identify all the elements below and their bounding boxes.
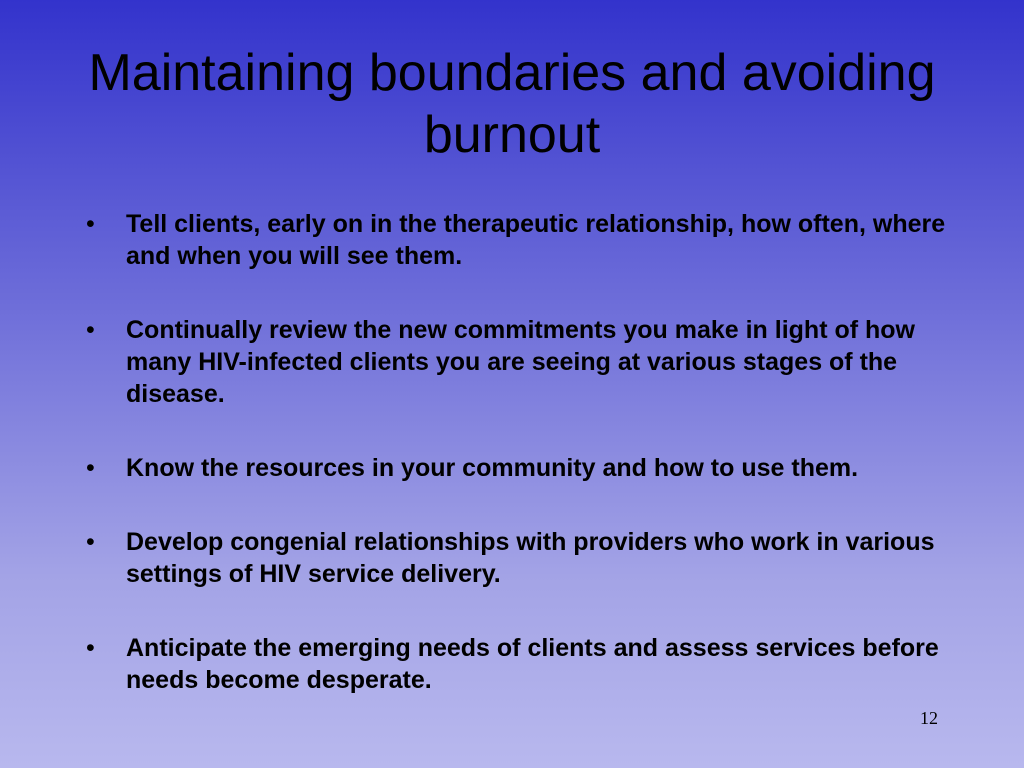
bullet-text: Tell clients, early on in the therapeutic relationship, how often, where and when you will see them. (126, 210, 946, 270)
bullet-text: Know the resources in your community and how to use them. (126, 454, 859, 482)
bullet-item (86, 452, 946, 484)
bullet-item (86, 208, 946, 272)
bullet-text: Develop congenial relationships with providers who work in various settings of HIV service delivery. (126, 528, 935, 588)
bullet-icon: • (86, 454, 95, 482)
bullet-item (86, 632, 946, 696)
bullet-list (86, 208, 946, 696)
page-number: 12 (920, 708, 938, 728)
bullet-icon: • (86, 316, 95, 344)
bullet-item (86, 314, 946, 410)
bullet-text: Continually review the new commitments you make in light of how many HIV-infected clients you are seeing at various stages of the disease. (126, 316, 916, 408)
slide-title: Maintaining boundaries and avoiding burnout (88, 44, 936, 164)
bullet-icon: • (86, 634, 95, 662)
bullet-item (86, 526, 946, 590)
bullet-icon: • (86, 528, 95, 556)
bullet-text: Anticipate the emerging needs of clients and assess services before needs become desperate. (126, 634, 939, 694)
bullet-icon: • (86, 210, 95, 238)
